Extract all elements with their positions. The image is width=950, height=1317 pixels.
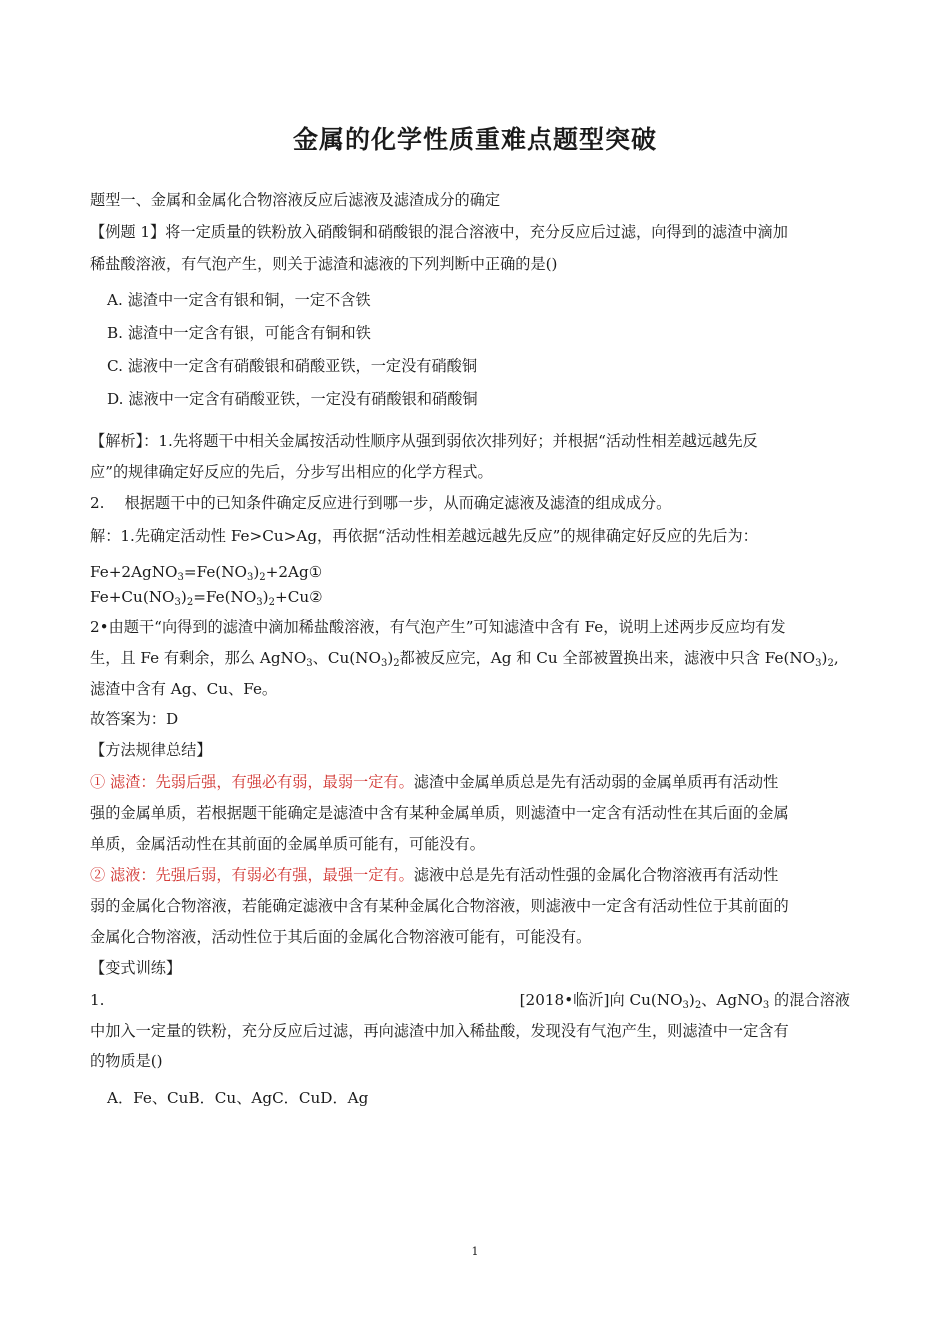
page-title: 金属的化学性质重难点题型突破 (292, 125, 657, 154)
method-line: 弱的金属化合物溶液，若能确定滤液中含有某种金属化合物溶液，则滤液中一定含有活动性位于其前面的 (90, 897, 789, 915)
question-source: [2018•临沂]向 $Cu(NO_3)_2$、AgNO$_3$ 的混合溶液 (519, 991, 850, 1011)
practice-question-line: 的物质是() (90, 1052, 163, 1070)
analysis-line: 2•由题干“向得到的滤渣中滴加稀盐酸溶液，有气泡产生”可知滤渣中含有 Fe，说明上述两步反应均有发 (90, 618, 786, 636)
method-heading: 【方法规律总结】 (90, 741, 212, 759)
method-line: 单质，金属活动性在其前面的金属单质可能有，可能没有。 (90, 835, 485, 853)
example-question-line: 稀盐酸溶液，有气泡产生，则关于滤渣和滤液的下列判断中正确的是() (90, 255, 558, 273)
option-b: B. 滤渣中一定含有银，可能含有铜和铁 (107, 324, 371, 342)
practice-question-line: 中加入一定量的铁粉，充分反应后过滤，再向滤渣中加入稀盐酸，发现没有气泡产生，则滤渣中一定含有 (90, 1022, 789, 1040)
analysis-line: 生，且 Fe 有剩余，那么 AgNO$_3$、$Cu(NO_3)_2$都被反应完，Ag 和 Cu 全部被置换出来，滤液中只含 $Fe(NO_3)_2$, (90, 649, 839, 669)
page-number: 1 (471, 1245, 479, 1258)
option-a: A. 滤渣中一定含有银和铜，一定不含铁 (107, 291, 371, 309)
example-question-line: 【例题 1】将一定质量的铁粉放入硝酸铜和硝酸银的混合溶液中，充分反应后过滤，向得到的滤渣中滴加 (90, 223, 788, 241)
option-c: C. 滤液中一定含有硝酸银和硝酸亚铁，一定没有硝酸铜 (107, 357, 478, 375)
analysis-line: 【解析】：1.先将题干中相关金属按活动性顺序从强到弱依次排列好；并根据“活动性相差越远越先反 (90, 432, 758, 450)
equation-2: $Fe+Cu(NO_3)_2=Fe(NO_3)_2+Cu②$ (90, 588, 323, 608)
equation-1: $Fe+2AgNO_3=Fe(NO_3)_2+2Ag①$ (90, 563, 323, 583)
answer-line: 故答案为：D (90, 710, 179, 728)
analysis-line: 滤渣中含有 Ag、Cu、Fe。 (90, 680, 278, 698)
analysis-line: 解：1.先确定活动性 Fe>Cu>Ag，再依据“活动性相差越远越先反应”的规律确定好反应的先后为： (90, 527, 758, 545)
analysis-line: 应”的规律确定好反应的先后，分步写出相应的化学方程式。 (90, 463, 493, 481)
practice-heading: 【变式训练】 (90, 959, 182, 977)
question-number: 1. (90, 991, 105, 1009)
option-d: D. 滤液中一定含有硝酸亚铁，一定没有硝酸银和硝酸铜 (107, 390, 478, 408)
section-heading: 题型一、金属和金属化合物溶液反应后滤液及滤渣成分的确定 (90, 191, 501, 209)
method-paragraph-2: ② 滤液：先强后弱，有弱必有强，最强一定有。滤液中总是先有活动性强的金属化合物溶液再有活动性 (90, 866, 779, 884)
method-line: 强的金属单质，若根据题干能确定是滤渣中含有某种金属单质，则滤渣中一定含有活动性在其后面的金属 (90, 804, 789, 822)
method-paragraph-1: ① 滤渣：先弱后强，有强必有弱，最弱一定有。滤渣中金属单质总是先有活动弱的金属单质再有活动性 (90, 773, 779, 791)
analysis-line: 2. 根据题干中的已知条件确定反应进行到哪一步，从而确定滤液及滤渣的组成成分。 (90, 494, 672, 512)
practice-options: A．Fe、CuB．Cu、AgC．CuD．Ag (107, 1089, 369, 1107)
practice-question-line (90, 990, 850, 1010)
method-line: 金属化合物溶液，活动性位于其后面的金属化合物溶液可能有，可能没有。 (90, 928, 592, 946)
